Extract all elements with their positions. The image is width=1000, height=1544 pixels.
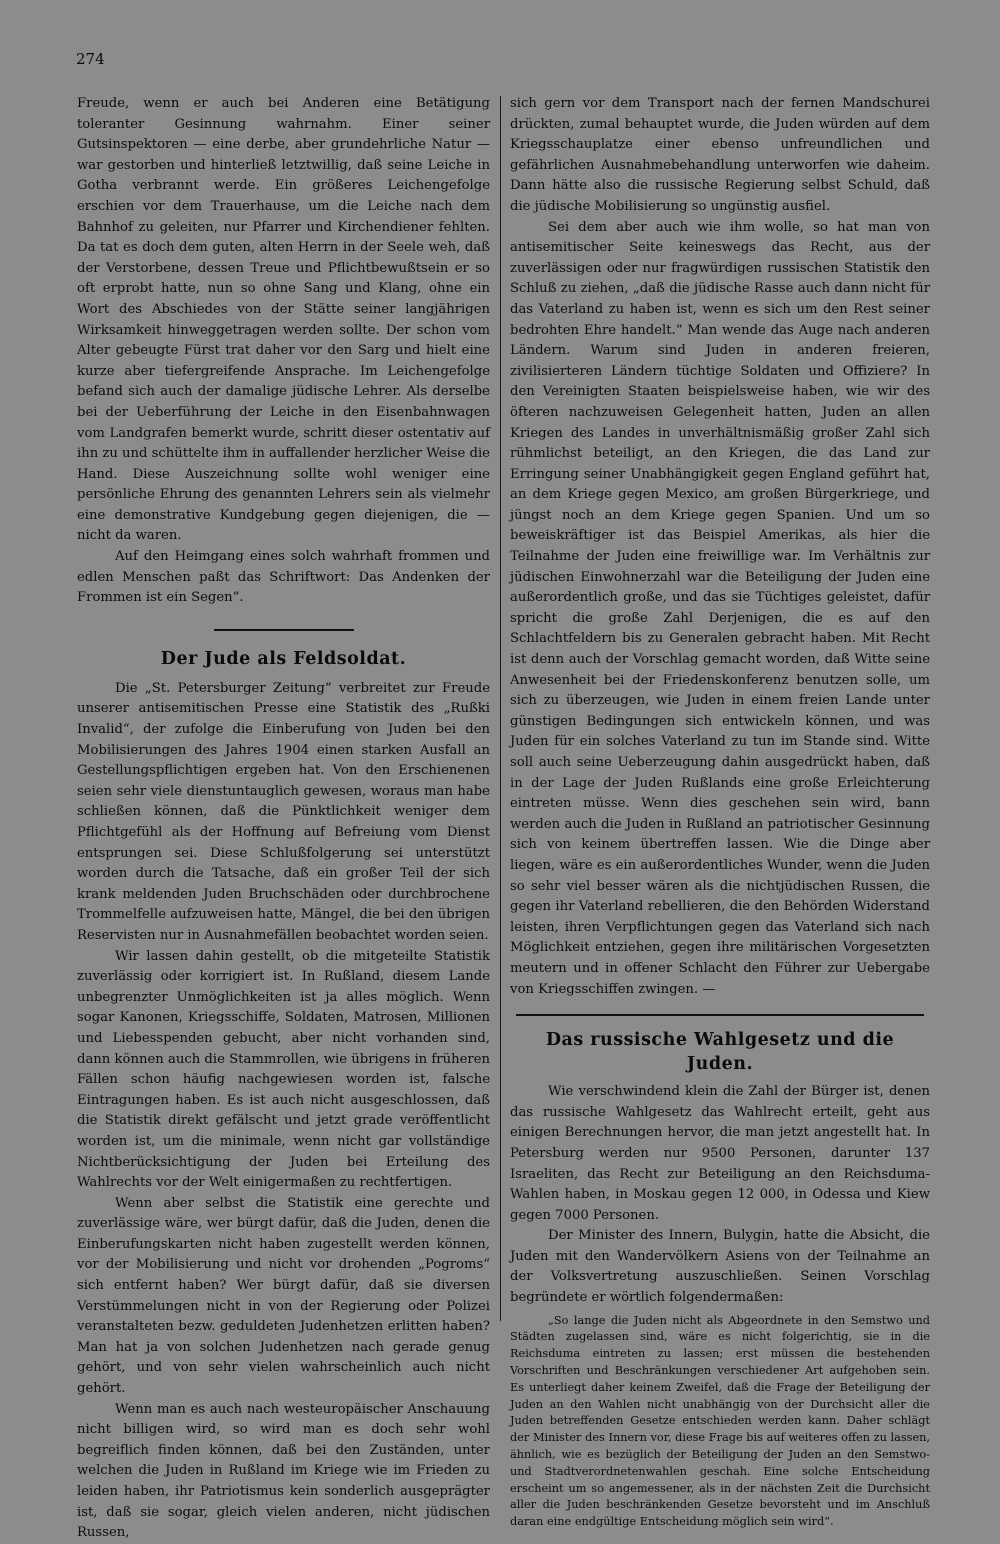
left-column <box>77 94 490 1544</box>
paragraph: Die „St. Petersburger Zeitung“ verbreitet zur Freude unserer antisemitischen Presse eine Statistik des „Rußki Invalid“, der zufolge die Einberufung von Juden bei den Mobilisierungen des Jahres 1904 einen starken Ausfall an Gestellungspflichtigen ergeben hat. Von den Erschienenen seien sehr viele dienstuntauglich gewesen, woraus man habe schließen können, daß die Pünktlichkeit weniger dem Pflichtgefühl als der Hoffnung auf Befreiung vom Dienst entsprungen sei. Diese Schlußfolgerung sei unterstützt worden durch die Tatsache, daß ein großer Teil der sich krank meldenden Juden Bruchschäden oder durchbrochene Trommelfelle aufzuweisen hatte, Mängel, die bei den übrigen Reservisten nur in Ausnahmefällen beobachtet worden seien. <box>77 680 490 943</box>
quotation: „So lange die Juden nicht als Abgeordnete in den Semstwo und Städten zugelassen sind, wäre es nicht folgerichtig, sie in die Reichsduma eintreten zu lassen; erst müssen die bestehenden Vorschriften und Beschränkungen verschiedener Art aufgehoben sein. Es unterliegt daher keinem Zweifel, daß die Frage der Beteiligung der Juden an den Wahlen nicht unabhängig von der Durchsicht aller die Juden betreffenden Gesetze entschieden werden kann. Daher schlägt der Minister des Innern vor, diese Frage bis auf weiteres offen zu lassen, ähnlich, wie es bezüglich der Beteiligung der Juden an den Semstwo- und Stadtverordnetenwahlen geschah. Eine solche Entscheidung erscheint um so angemessener, als in der nächsten Zeit die Durchsicht aller die Juden beschränkenden Gesetze bevorsteht und im Anschluß daran eine endgültige Entscheidung möglich sein wird“. <box>510 1313 930 1529</box>
paragraph: Freude, wenn er auch bei Anderen eine Betätigung toleranter Gesinnung wahrnahm. Einer seiner Gutsinspektoren — eine derbe, aber grundehrliche Natur — war gestorben und hinterließ letztwillig, daß seine Leiche in Gotha verbrannt werde. Ein größeres Leichengefolge erschien vor dem Trauerhause, um die Leiche nach dem Bahnhof zu geleiten, nur Pfarrer und Kirchendiener fehlten. Da tat es doch dem guten, alten Herrn in der Seele weh, daß der Verstorbene, dessen Treue und Pflichtbewußtsein er so oft erprobt hatte, nun so ohne Sang und Klang, ohne ein Wort des Abschiedes von der Stätte seiner langjährigen Wirksamkeit hinweggetragen werden sollte. Der schon vom Alter gebeugte Fürst trat daher vor den Sarg und hielt eine kurze aber tiefergreifende Ansprache. Im Leichengefolge befand sich auch der damalige jüdische Lehrer. Als derselbe bei der Ueberführung der Leiche in den Eisenbahnwagen vom Landgrafen bemerkt wurde, schritt dieser ostentativ auf ihn zu und schüttelte ihm in auffallender herzlicher Weise die Hand. Diese Auszeichnung sollte wohl weniger eine persönliche Ehrung des genannten Lehrers sein als vielmehr eine demonstrative Kundgebung gegen diejenigen, die — nicht da waren. <box>77 96 490 544</box>
paragraph: Der Minister des Innern, Bulygin, hatte die Absicht, die Juden mit den Wandervölkern Asiens von der Teilnahme an der Volksvertretung auszuschließen. Seinen Vorschlag begründete er wörtlich folgendermaßen: <box>510 1228 930 1306</box>
paragraph: Wir lassen dahin gestellt, ob die mitgeteilte Statistik zuverlässig oder korrigiert ist. In Rußland, diesem Lande unbegrenzter Unmöglichkeiten ist ja alles möglich. Wenn sogar Kanonen, Kriegsschiffe, Soldaten, Matrosen, Millionen und Liebesspenden gebucht, aber nicht vorhanden sind, dann können auch die Stammrollen, wie übrigens in früheren Fällen schon häufig nachgewiesen worden ist, falsche Eintragungen haben. Es ist auch nicht ausgeschlossen, daß die Statistik direkt gefälscht und jetzt grade veröffentlicht worden ist, um die minimale, wenn nicht gar vollständige Nichtberücksichtigung der Juden bei Erteilung des Wahlrechts vor der Welt einigermaßen zu rechtfertigen. <box>77 948 490 1191</box>
paragraph: Wie verschwindend klein die Zahl der Bürger ist, denen das russische Wahlgesetz das Wahlrecht erteilt, geht aus einigen Berechnungen hervor, die man jetzt angestellt hat. In Petersburg werden nur 9500 Personen, darunter 137 Israeliten, das Recht zur Beteiligung an den Reichsduma-Wahlen haben, in Moskau gegen 12 000, in Odessa und Kiew gegen 7000 Personen. <box>510 1084 930 1223</box>
paragraph: Wenn aber selbst die Statistik eine gerechte und zuverlässige wäre, wer bürgt dafür, daß die Juden, denen die Einberufungskarten nicht haben zugestellt werden können, vor der Mobilisierung und nicht vor drohenden „Pogroms“ sich entfernt haben? Wer bürgt dafür, daß sie diversen Verstümmelungen nicht in von der Regierung oder Polizei veranstalteten bezw. geduldeten Judenhetzen erlitten haben? Man hat ja von solchen Judenhetzen nach gerade genug gehört, und von sehr vielen wahrscheinlich auch nicht gehört. <box>77 1195 490 1397</box>
paragraph: Wenn man es auch nach westeuropäischer Anschauung nicht billigen wird, so wird man es doch sehr wohl begreiflich finden können, daß bei den Zuständen, unter welchen die Juden in Rußland im Kriege wie im Frieden zu leiden haben, ihr Patriotismus kein sonderlich ausgeprägter ist, daß sie sogar, gleich vielen anderen, nicht jüdischen Russen, <box>77 1401 490 1541</box>
right-column <box>510 94 930 1531</box>
paragraph: Auf den Heimgang eines solch wahrhaft frommen und edlen Menschen paßt das Schriftwort: Das Andenken der Frommen ist ein Segen“. <box>77 549 490 606</box>
paragraph: sich gern vor dem Transport nach der fernen Mandschurei drückten, zumal behauptet wurde, die Juden würden auf dem Kriegsschauplatze einer ebenso unfreundlichen und gefährlichen Ausnahmebehandlung unterworfen wie daheim. Dann hätte also die russische Regierung selbst Schuld, daß die jüdische Mobilisierung so ungünstig ausfiel. <box>510 96 930 214</box>
page-number: 274 <box>76 50 105 68</box>
paragraph: Sei dem aber auch wie ihm wolle, so hat man von antisemitischer Seite keineswegs das Recht, aus der zuverlässigen oder nur fragwürdigen russischen Statistik den Schluß zu ziehen, „daß die jüdische Rasse auch dann nicht für das Vaterland zu haben ist, wenn es sich um den Rest seiner bedrohten Ehre handelt.“ Man wende das Auge nach anderen Ländern. Warum sind Juden in anderen freieren, zivilisierteren Ländern tüchtige Soldaten und Offiziere? In den Vereinigten Staaten beispielsweise haben, wie wir des öfteren nachzuweisen Gelegenheit hatten, Juden an allen Kriegen des Landes in unverhältnismäßig großer Zahl sich rühmlichst beteiligt, an den Kriegen, die das Land zur Erringung seiner Unabhängigkeit gegen England geführt hat, an dem Kriege gegen Mexico, am großen Bürgerkriege, und jüngst noch an dem Kriege gegen Spanien. Und um so beweiskräftiger ist das Beispiel Amerikas, als hier die Teilnahme der Juden eine freiwillige war. Im Verhältnis zur jüdischen Einwohnerzahl war die Beteiligung der Juden eine außerordentlich große, und das sie Tüchtiges geleistet, dafür spricht die große Zahl Derjenigen, die es auf den Schlachtfeldern bis zu Generalen gebracht haben. Mit Recht ist denn auch der Vorschlag gemacht worden, daß Witte seine Anwesenheit bei der Friedenskonferenz benutzen solle, um sich zu überzeugen, wie Juden in einem freien Lande unter günstigen Bedingungen sich entwickeln können, und was Juden für ein solches Vaterland zu tun im Stande sind. Witte soll auch seine Ueberzeugung dahin ausgedrückt haben, daß in der Lage der Juden Rußlands eine große Erleichterung eintreten müsse. Wenn dies geschehen sein wird, bann werden auch die Juden in Rußland an patriotischer Gesinnung sich von keinem übertreffen lassen. Wie die Dinge aber liegen, wäre es ein außerordentliches Wunder, wenn die Juden so sehr viel besser wären als die nichtjüdischen Russen, die gegen ihr Vaterland rebellieren, die den Behörden Widerstand leisten, ihren Verpflichtungen gegen das Vaterland sich nach Möglichkeit entziehen, gegen ihre militärischen Vorgesetzten meutern und in offener Schlacht den Führer zur Uebergabe von Kriegsschiffen zwingen. — <box>510 219 930 997</box>
article-heading: Das russische Wahlgesetz und die Juden. <box>545 1030 895 1075</box>
column-divider <box>500 96 501 1321</box>
article-heading: Der Jude als Feldsoldat. <box>160 648 407 669</box>
